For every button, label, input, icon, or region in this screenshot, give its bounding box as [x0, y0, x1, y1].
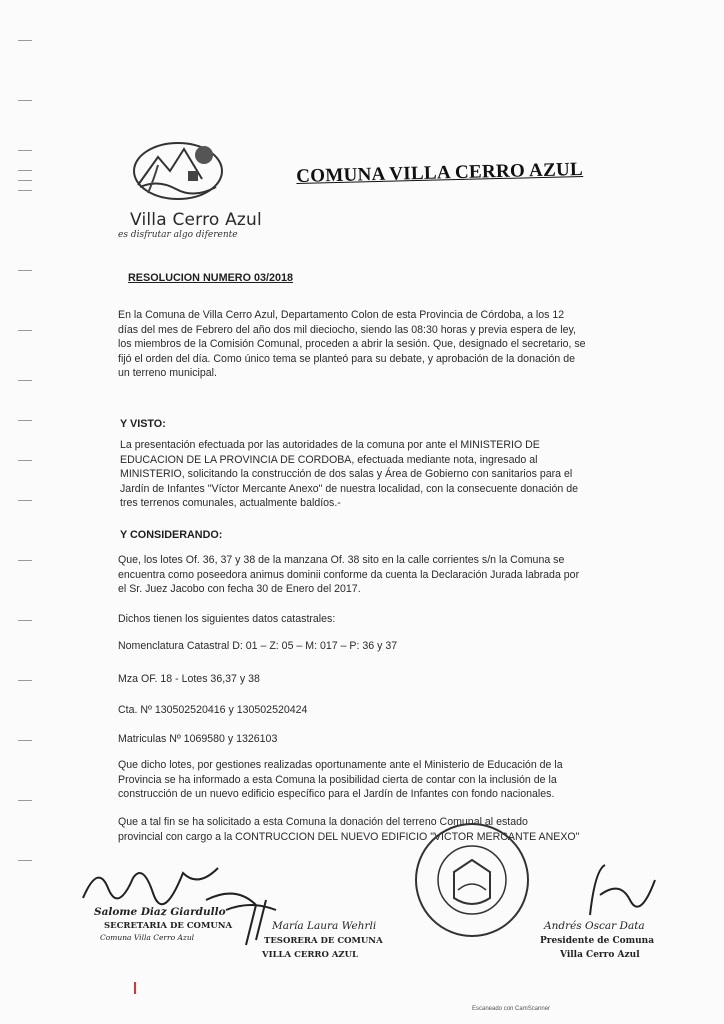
- signature-org-right: Villa Cerro Azul: [560, 950, 640, 960]
- visto-paragraph: [120, 438, 614, 511]
- matriculas-line: Matriculas Nº 1069580 y 1326103: [118, 733, 278, 745]
- text-line: los miembros de la Comisión Comunal, proceden a abrir la sesión. Que, designado el secretario, se: [118, 338, 586, 350]
- gestiones-paragraph: [118, 758, 616, 802]
- text-line: construcción de un nuevo edificio específico para el Jardín de Infantes con fondo nacionales.: [118, 788, 555, 800]
- signature-org-middle: VILLA CERRO AZUL: [262, 950, 359, 960]
- resolution-title: RESOLUCION NUMERO 03/2018: [128, 272, 293, 284]
- signature-role-middle: TESORERA DE COMUNA: [264, 936, 383, 946]
- logo-slogan: es disfrutar algo diferente: [118, 230, 238, 240]
- text-line: un terreno municipal.: [118, 367, 217, 379]
- cta-line: Cta. Nº 130502520416 y 130502520424: [118, 704, 308, 716]
- mza-line: Mza OF. 18 - Lotes 36,37 y 38: [118, 673, 260, 685]
- signature-role-left: SECRETARIA DE COMUNA: [104, 921, 233, 931]
- considerando-heading: Y CONSIDERANDO:: [120, 529, 223, 541]
- scan-edge-marks: [18, 40, 38, 940]
- considerando-paragraph: [118, 553, 612, 597]
- text-line: provincial con cargo a la CONTRUCCION DEL NUEVO EDIFICIO "VICTOR MERCANTE ANEXO": [118, 830, 580, 843]
- scanner-footer: Escaneado con CamScanner: [472, 1006, 551, 1012]
- red-ink-mark: [134, 982, 136, 994]
- text-line: EDUCACION DE LA PROVINCIA DE CORDOBA, efectuada mediante nota, ingresado al: [120, 453, 538, 466]
- text-line: En la Comuna de Villa Cerro Azul, Departamento Colon de esta Provincia de Córdoba, a los 12: [118, 309, 565, 321]
- signature-role-right: Presidente de Comuna: [540, 936, 655, 946]
- signature-name-right: Andrés Oscar Data: [544, 920, 645, 932]
- text-line: Que a tal fin se ha solicitado a esta Comuna la donación del terreno Comunal al estado: [118, 816, 528, 828]
- signature-name-left: Salome Diaz Giardullo: [94, 906, 226, 918]
- text-line: Provincia se ha informado a esta Comuna la posibilidad cierta de contar con la inclusión de la: [118, 773, 557, 786]
- text-line: MINISTERIO, solicitando la construcción de dos salas y Área de Gobierno con sanitarios para el: [120, 468, 573, 480]
- page-title: COMUNA VILLA CERRO AZUL: [296, 158, 584, 187]
- text-line: encuentra como poseedora animus dominii conforme da cuenta la Declaración Jurada labrada por: [118, 568, 580, 581]
- signature-scribble-right-icon: [580, 860, 660, 920]
- catastral-intro: Dichos tienen los siguientes datos catastrales:: [118, 613, 336, 625]
- signature-org-left: Comuna Villa Cerro Azul: [100, 933, 195, 942]
- visto-heading: Y VISTO:: [120, 418, 166, 430]
- text-line: Que dicho lotes, por gestiones realizadas oportunamente ante el Ministerio de Educación de la: [118, 759, 563, 771]
- text-line: el Sr. Juez Jacobo con fecha 30 de Enero del 2017.: [118, 583, 361, 595]
- text-line: tres terrenos comunales, actualmente baldíos.-: [120, 497, 341, 509]
- intro-paragraph: [118, 308, 610, 381]
- donacion-paragraph: [118, 815, 618, 844]
- text-line: Jardín de Infantes "Víctor Mercante Anexo" de nuestra localidad, con la consecuente donación de: [120, 482, 579, 495]
- text-line: fijó el orden del día. Como único tema se planteó para su debate, y aprobación de la donación de: [118, 352, 576, 365]
- text-line: Que, los lotes Of. 36, 37 y 38 de la manzana Of. 38 sito en la calle corrientes s/n la Comuna se: [118, 554, 565, 566]
- signature-name-middle: María Laura Wehrli: [272, 920, 377, 932]
- logo-brand-text: Villa Cerro Azul: [130, 210, 262, 230]
- nomenclatura-line: Nomenclatura Catastral D: 01 – Z: 05 – M: 017 – P: 36 y 37: [118, 640, 398, 652]
- text-line: días del mes de Febrero del año dos mil dieciocho, siendo las 08:30 horas y previa espera de ley,: [118, 323, 576, 336]
- official-seal-icon: [412, 820, 532, 940]
- text-line: La presentación efectuada por las autoridades de la comuna por ante el MINISTERIO DE: [120, 439, 540, 451]
